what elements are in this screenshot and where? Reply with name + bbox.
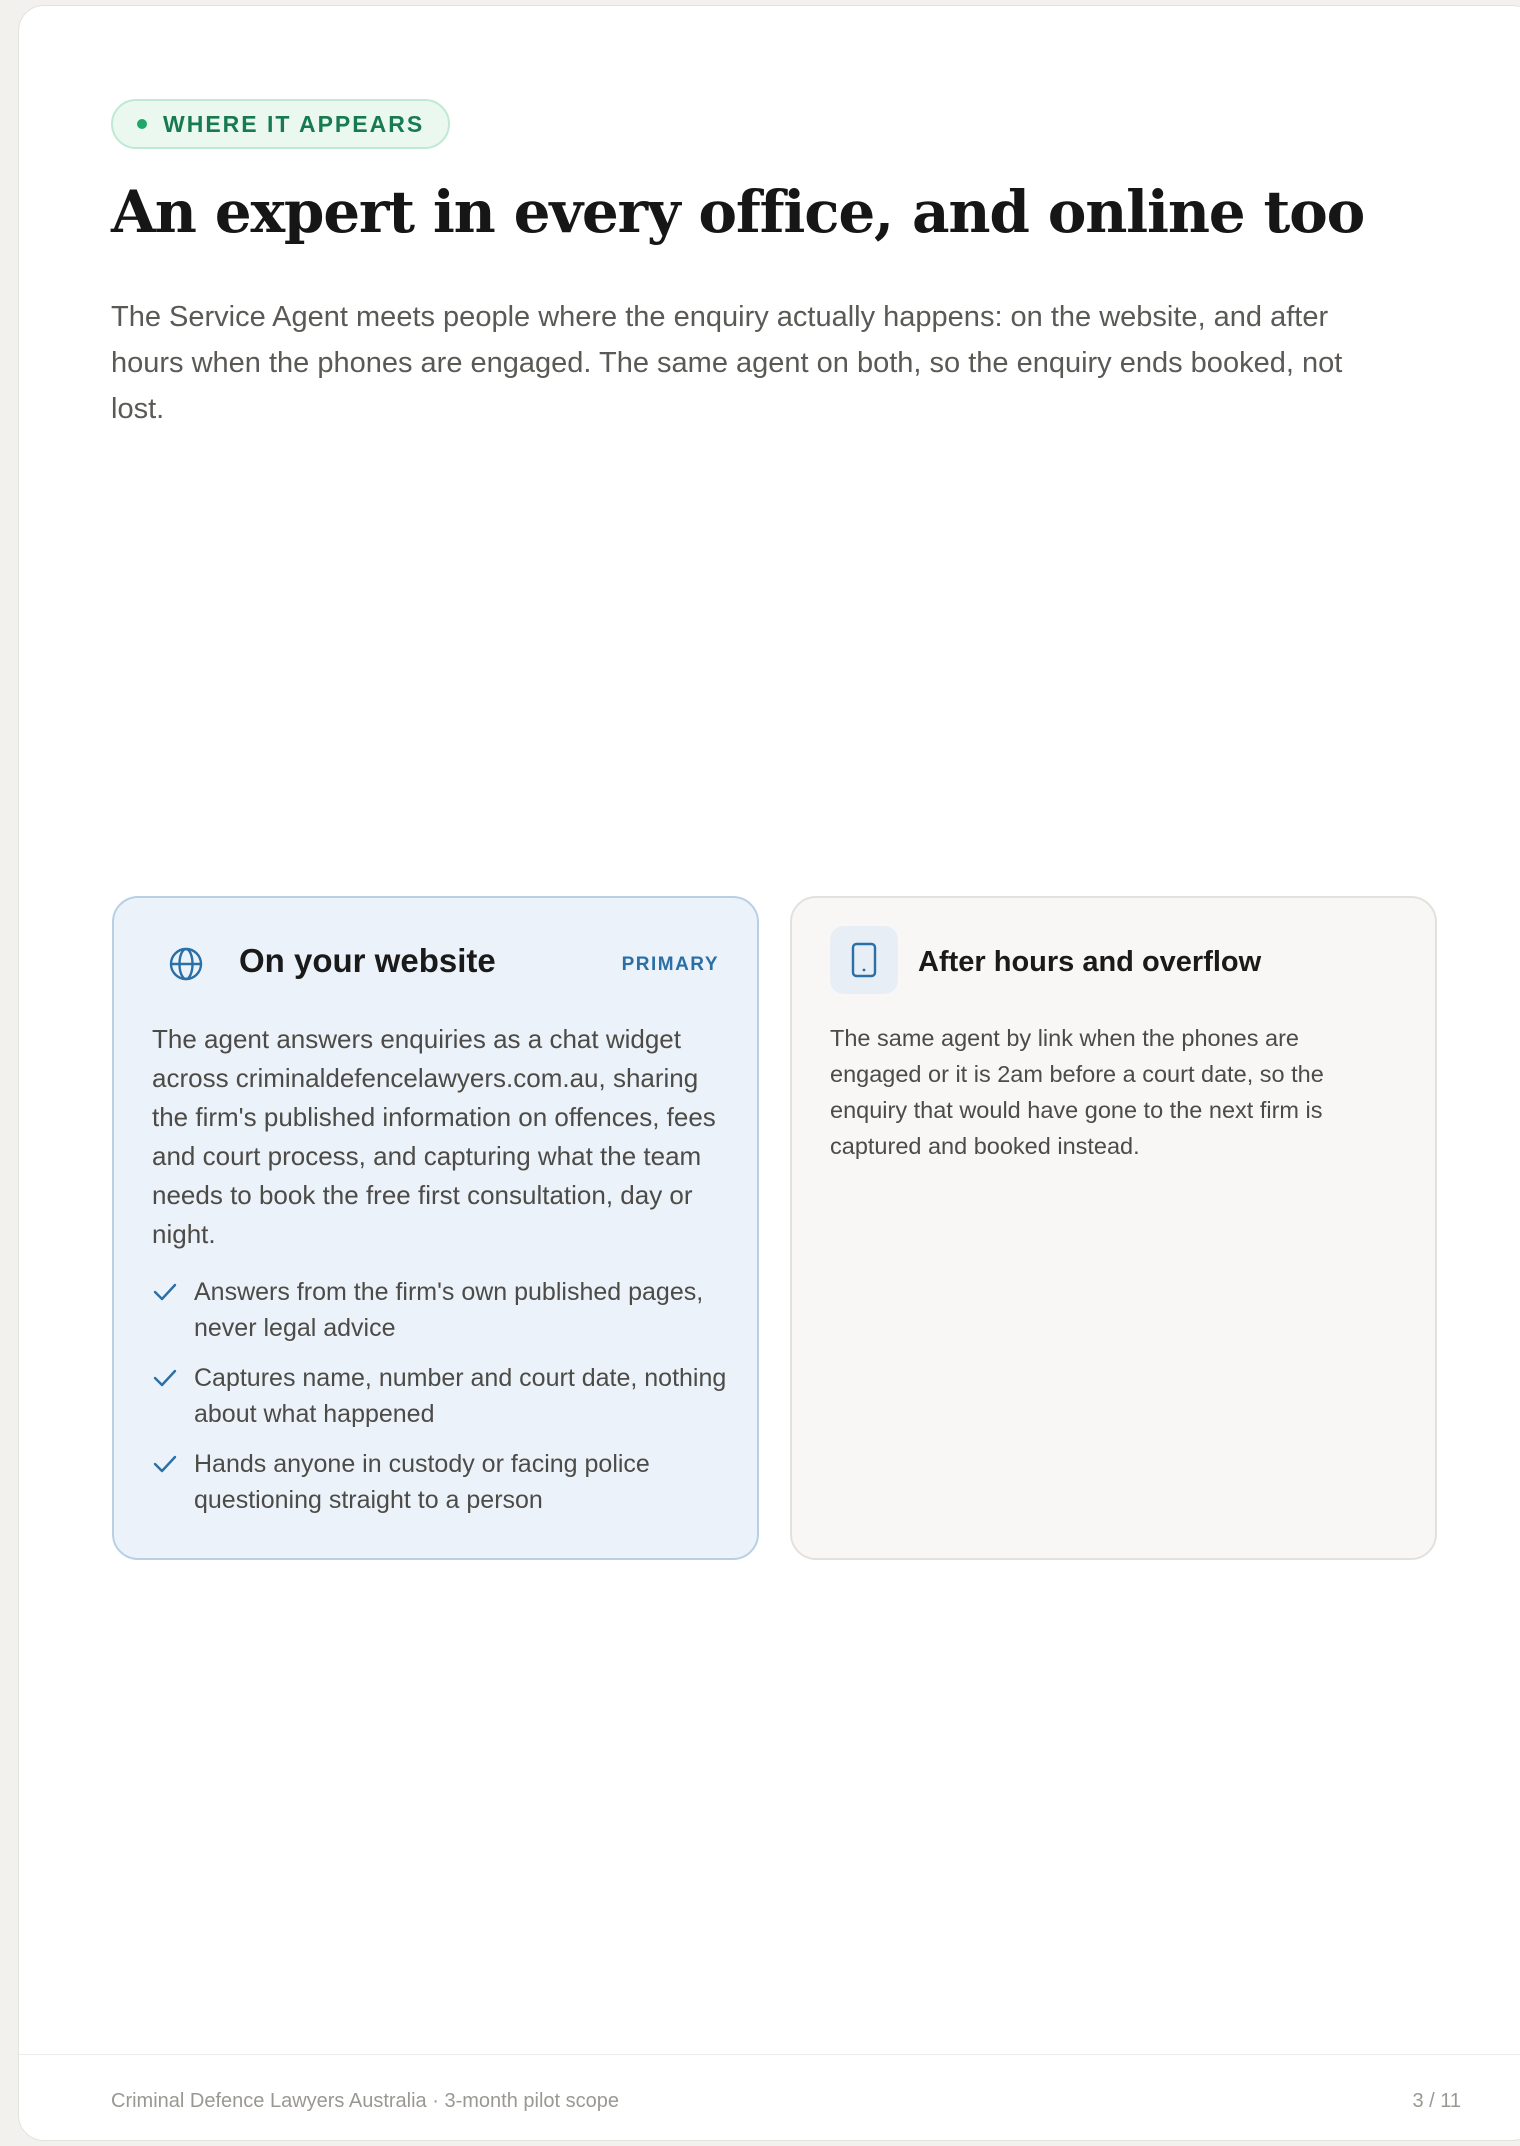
list-item xyxy=(152,1360,732,1432)
check-icon xyxy=(152,1366,178,1390)
list-item-text: Captures name, number and court date, nothing about what happened xyxy=(194,1364,727,1428)
list-item-text: Answers from the firm's own published pages, never legal advice xyxy=(194,1278,704,1342)
phone-icon xyxy=(850,942,878,978)
card-title: On your website xyxy=(239,942,496,979)
card-after-hours xyxy=(790,896,1437,1560)
check-icon xyxy=(152,1452,178,1476)
page xyxy=(18,5,1520,2141)
card-description: The same agent by link when the phones are engaged or it is 2am before a court date, so the enquiry that would have gone to the next firm is captured and booked instead. xyxy=(830,1025,1324,1159)
feature-list xyxy=(152,1274,732,1532)
card-header xyxy=(114,942,757,986)
eyebrow-dot-icon xyxy=(137,119,147,129)
section-eyebrow xyxy=(111,99,450,149)
card-title: After hours and overflow xyxy=(918,946,1262,978)
footer-divider xyxy=(19,2054,1520,2055)
globe-icon xyxy=(168,946,204,982)
card-website xyxy=(112,896,759,1560)
check-icon xyxy=(152,1280,178,1304)
page-title: An expert in every office, and online too xyxy=(111,178,1365,246)
page-number: 3 / 11 xyxy=(1412,2090,1461,2112)
eyebrow-label: WHERE IT APPEARS xyxy=(163,110,425,137)
phone-icon-container xyxy=(830,926,898,994)
list-item xyxy=(152,1446,732,1518)
primary-badge: PRIMARY xyxy=(621,954,719,975)
card-description: The agent answers enquiries as a chat widget across criminaldefencelawyers.com.au, sharing the firm's published information on offences, fees and court process, and capturing what the team needs to book the free first consultation, day or night. xyxy=(152,1024,716,1249)
list-item-text: Hands anyone in custody or facing police questioning straight to a person xyxy=(194,1450,650,1514)
footer-caption: Criminal Defence Lawyers Australia · 3-month pilot scope xyxy=(111,2090,619,2112)
list-item xyxy=(152,1274,732,1346)
card-header xyxy=(792,942,1435,986)
lead-paragraph: The Service Agent meets people where the enquiry actually happens: on the website, and after hours when the phones are engaged. The same agent on both, so the enquiry ends booked, not lost. xyxy=(111,301,1343,425)
